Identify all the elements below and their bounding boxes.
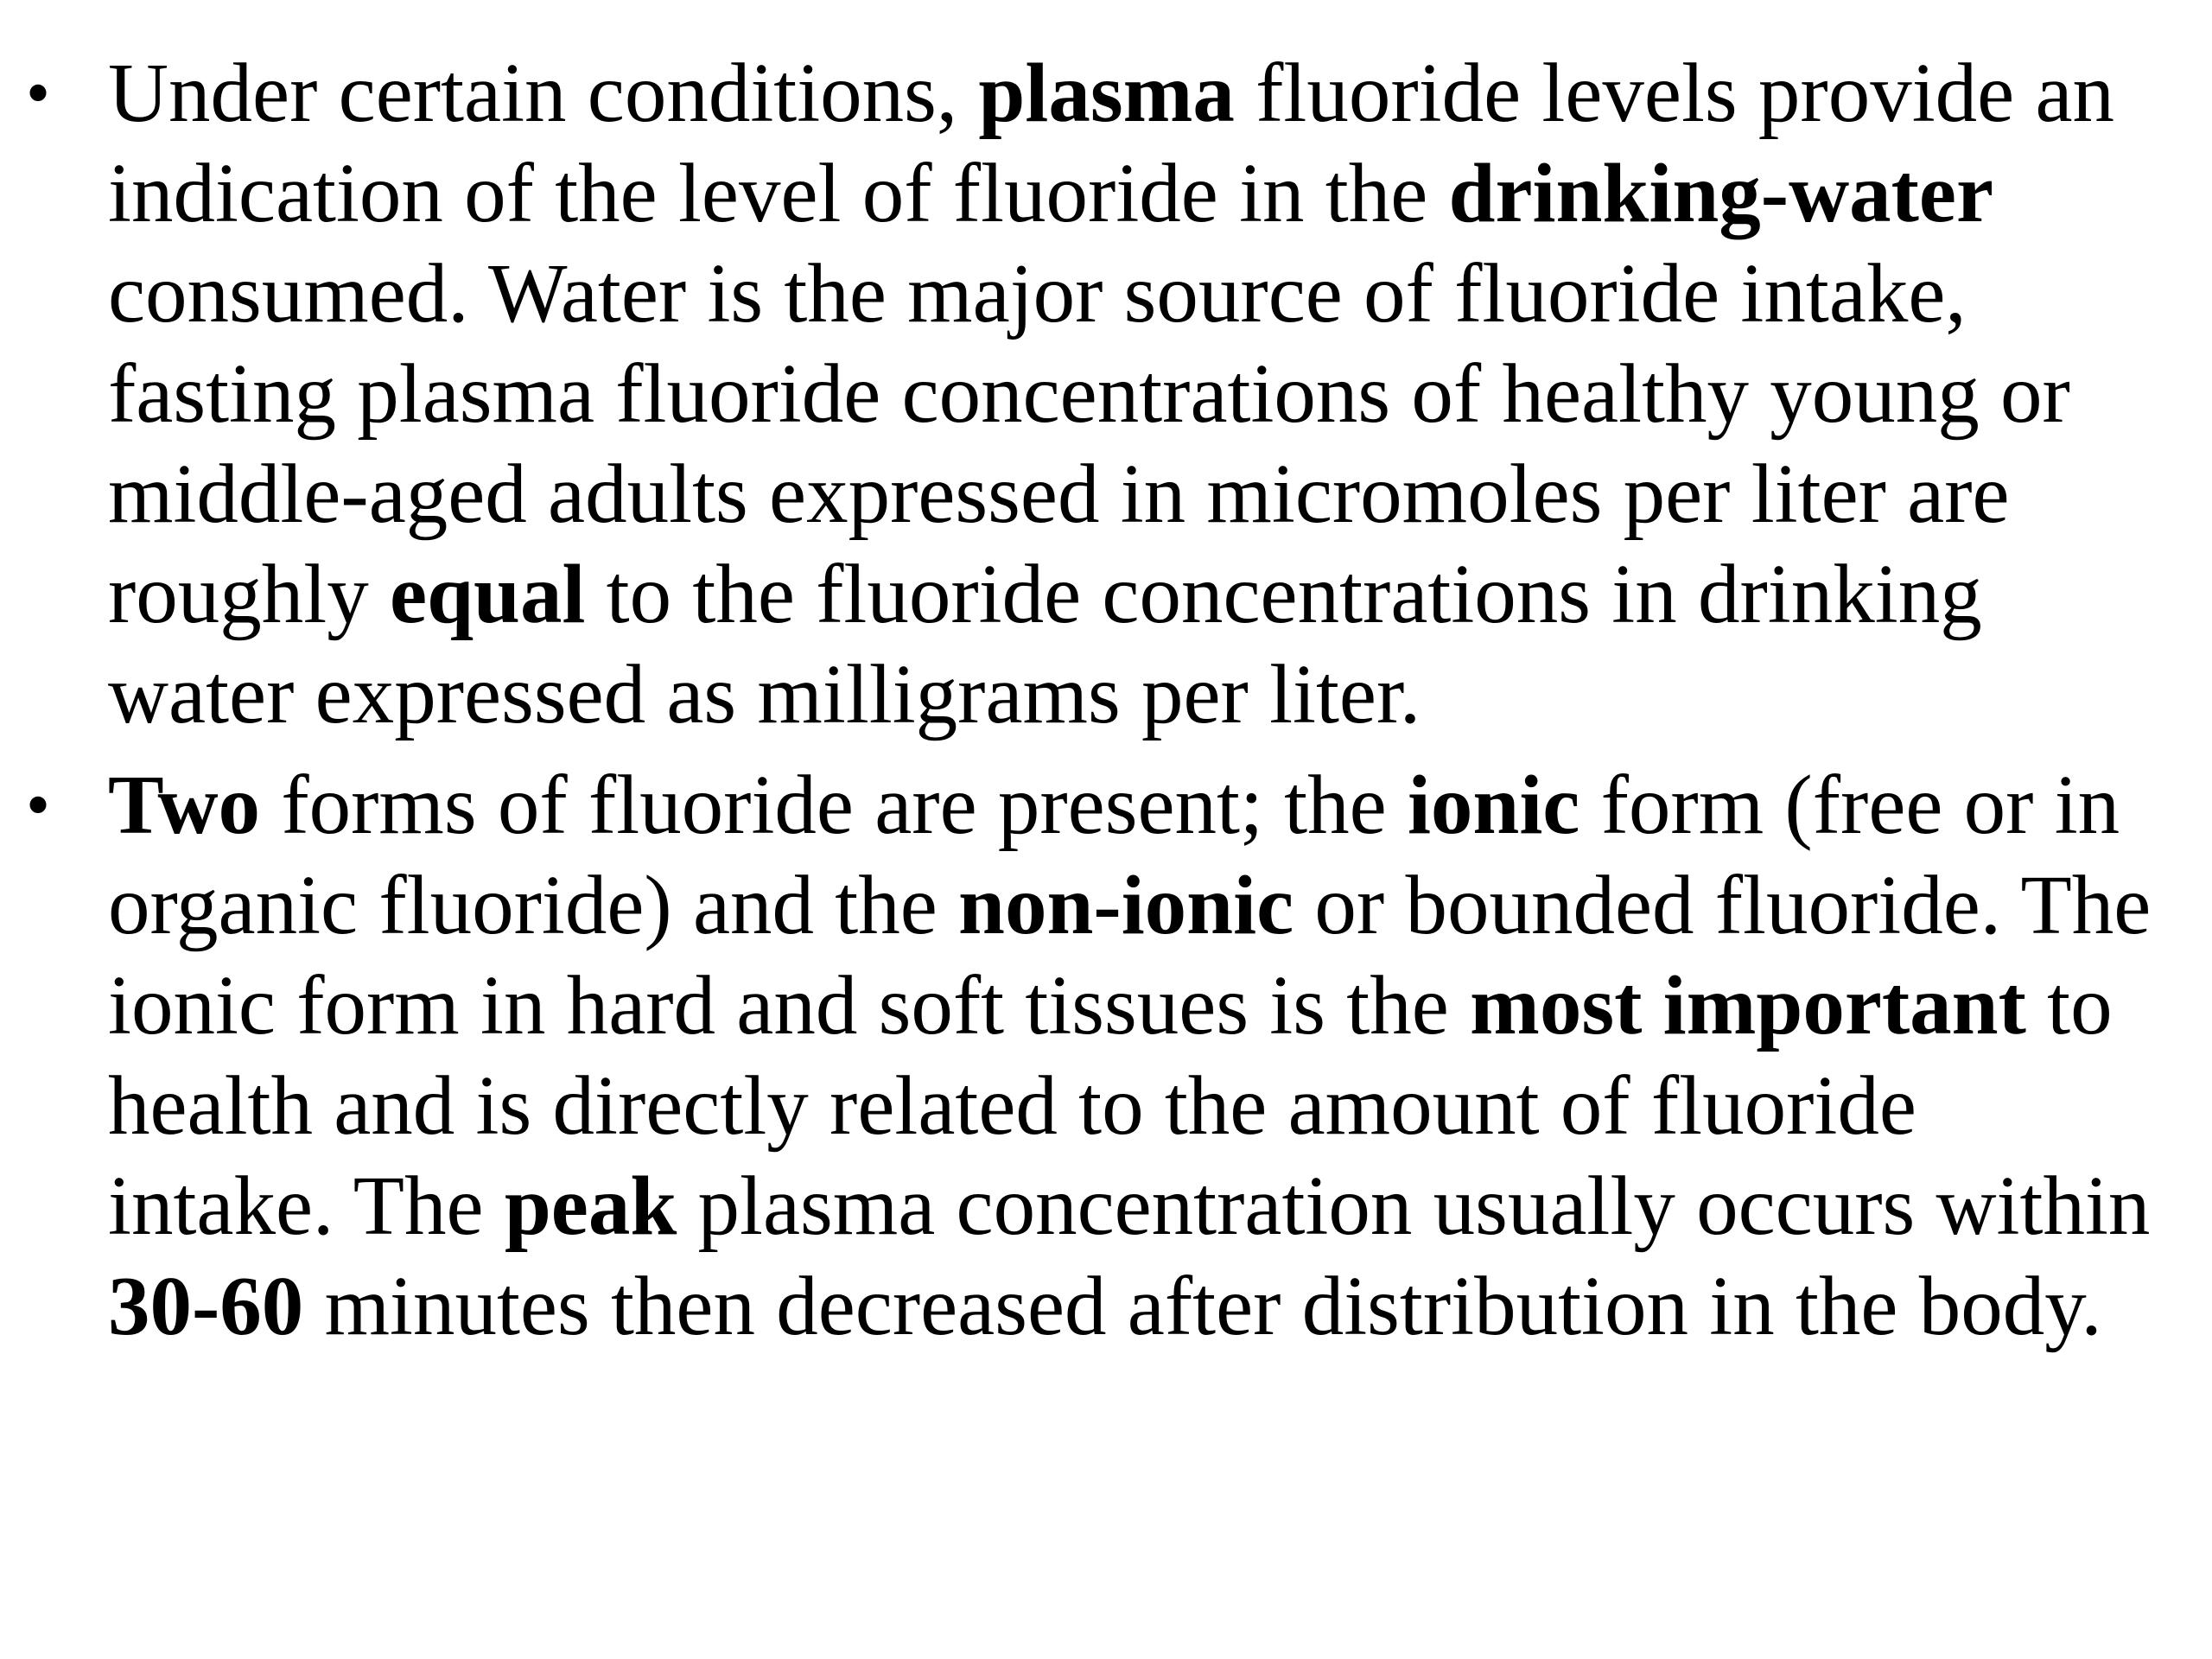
text-segment: form (free or in organic fluoride) and the <box>108 759 2120 951</box>
text-segment: plasma concentration usually occurs within <box>677 1160 2151 1252</box>
bullet-item-fluoride-forms <box>26 755 2160 1357</box>
bullet-text <box>108 759 2151 1352</box>
bold-segment: non-ionic <box>958 859 1294 951</box>
bold-segment: 30-60 <box>108 1260 304 1352</box>
bold-segment: drinking-water <box>1448 147 1994 239</box>
bold-segment: Two <box>108 759 261 851</box>
bullet-text <box>108 47 2114 741</box>
text-segment: to the fluoride concentrations in drinking water expressed as milligrams per liter. <box>108 548 1982 741</box>
text-segment: Under certain conditions, <box>108 47 979 139</box>
bold-segment: equal <box>390 548 586 640</box>
bullet-marker: • <box>26 767 51 843</box>
text-segment: consumed. Water is the major source of fluoride intake, fasting plasma fluoride concentrations of healthy young or middle-aged adults expressed in micromoles per liter are roughly <box>108 247 2070 640</box>
text-segment: or bounded fluoride. The ionic form in hard and soft tissues is the <box>108 859 2152 1052</box>
bullet-list <box>26 43 2160 1357</box>
bold-segment: most important <box>1470 959 2026 1052</box>
bold-segment: peak <box>504 1160 677 1252</box>
bullet-item-plasma-levels <box>26 43 2160 745</box>
bold-segment: ionic <box>1407 759 1580 851</box>
bullet-marker: • <box>26 55 51 131</box>
text-segment: to health and is directly related to the amount of fluoride intake. The <box>108 959 2113 1252</box>
text-segment: forms of fluoride are present; the <box>260 759 1408 851</box>
text-segment: fluoride levels provide an indication of the level of fluoride in the <box>108 47 2115 239</box>
bold-segment: plasma <box>978 47 1235 139</box>
text-segment: minutes then decreased after distribution in the body. <box>303 1260 2102 1352</box>
